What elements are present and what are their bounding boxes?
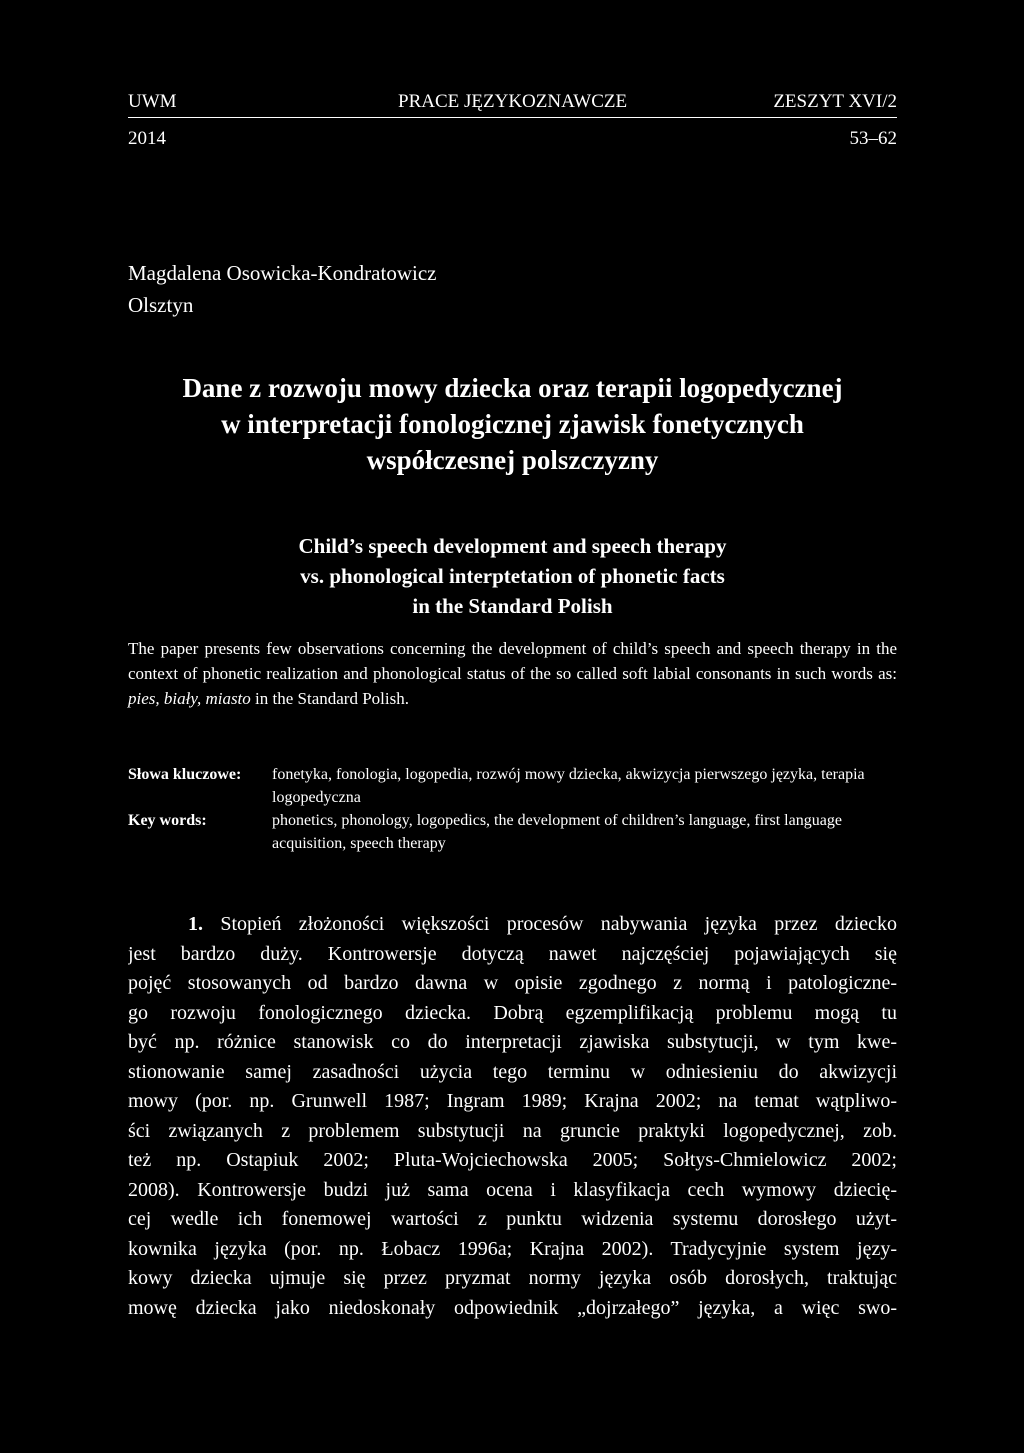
body-line: też np. Ostapiuk 2002; Pluta-Wojciechowska 2005; Sołtys-Chmielowicz 2002; xyxy=(128,1149,897,1171)
body-line: 1. Stopień złożoności większości procesów nabywania języka przez dziecko xyxy=(188,913,897,935)
keywords-english-label: Key words: xyxy=(128,812,207,829)
body-line: cej wedle ich fonemowej wartości z punktu widzenia systemu dorosłego użyt- xyxy=(128,1208,897,1230)
journal-title: PRACE JĘZYKOZNAWCZE xyxy=(398,91,628,112)
page-range: 53–62 xyxy=(849,128,897,149)
body-line: stionowanie samej zasadności użycia tego terminu w odniesieniu do akwizycji xyxy=(128,1060,897,1083)
body-line: 2008). Kontrowersje budzi już sama ocena i klasyfikacja cech wymowy dziecię- xyxy=(128,1178,897,1201)
author-city: Olsztyn xyxy=(128,293,194,317)
body-line: mowę dziecka jako niedoskonały odpowiednik „dojrzałego” języka, a więc swo- xyxy=(128,1296,897,1319)
keywords-polish xyxy=(128,763,897,809)
keywords-english-text: phonetics, phonology, logopedics, the development of children’s language, first language acquisition, speech therapy xyxy=(272,812,842,852)
body-line: być np. różnice stanowisk co do interpretacji zjawiska substytucji, w tym kwe- xyxy=(128,1031,897,1053)
title-polish xyxy=(128,370,897,478)
issue-number: ZESZYT XVI/2 xyxy=(773,91,897,112)
keywords-english xyxy=(128,809,897,855)
title-polish-line: Dane z rozwoju mowy dziecka oraz terapii logopedycznej xyxy=(182,373,843,403)
publication-year: 2014 xyxy=(128,128,166,149)
body-line: mowy (por. np. Grunwell 1987; Ingram 1989; Krajna 2002; na temat wątpliwo- xyxy=(128,1090,897,1112)
title-english-line: in the Standard Polish xyxy=(412,594,613,618)
title-english-line: Child’s speech development and speech therapy xyxy=(298,534,727,558)
body-line: kownika języka (por. np. Łobacz 1996a; Krajna 2002). Tradycyjnie system języ- xyxy=(128,1237,897,1260)
body-text xyxy=(128,910,897,1323)
title-polish-line: współczesnej polszczyzny xyxy=(366,445,659,475)
author-block xyxy=(128,257,436,321)
title-polish-line: w interpretacji fonologicznej zjawisk fonetycznych xyxy=(221,409,804,439)
body-line: go rozwoju fonologicznego dziecka. Dobrą egzemplifikacją problemu mogą tu xyxy=(128,1001,897,1024)
keywords-block xyxy=(128,763,897,855)
body-line: ści związanych z problemem substytucji na gruncie praktyki logopedycznej, zob. xyxy=(128,1119,897,1142)
author-name: Magdalena Osowicka-Kondratowicz xyxy=(128,261,437,285)
body-line: pojęć stosowanych od bardzo dawna w opisie zgodnego z normą i patologiczne- xyxy=(128,972,897,994)
abstract-examples: pies, biały, miasto xyxy=(128,689,251,708)
keywords-polish-label: Słowa kluczowe: xyxy=(128,766,242,783)
abstract-text: The paper presents few observations concerning the development of child’s speech and speech therapy in the context of phonetic realization and phonological status of the so called soft labial consonants in such words as: xyxy=(128,639,897,683)
abstract xyxy=(128,636,897,711)
header-rule xyxy=(128,117,897,118)
title-english xyxy=(128,531,897,621)
abstract-text-end: in the Standard Polish. xyxy=(250,689,409,708)
title-english-line: vs. phonological interptetation of phonetic facts xyxy=(300,564,725,588)
keywords-polish-text: fonetyka, fonologia, logopedia, rozwój mowy dziecka, akwizycja pierwszego języka, terapia logopedyczna xyxy=(272,766,865,806)
body-line: kowy dziecka ujmuje się przez pryzmat normy języka osób dorosłych, traktując xyxy=(128,1267,897,1289)
section-number: 1. xyxy=(188,913,203,935)
publisher-name: UWM xyxy=(128,91,177,112)
body-line: jest bardzo duży. Kontrowersje dotyczą nawet najczęściej pojawiających się xyxy=(128,942,897,965)
